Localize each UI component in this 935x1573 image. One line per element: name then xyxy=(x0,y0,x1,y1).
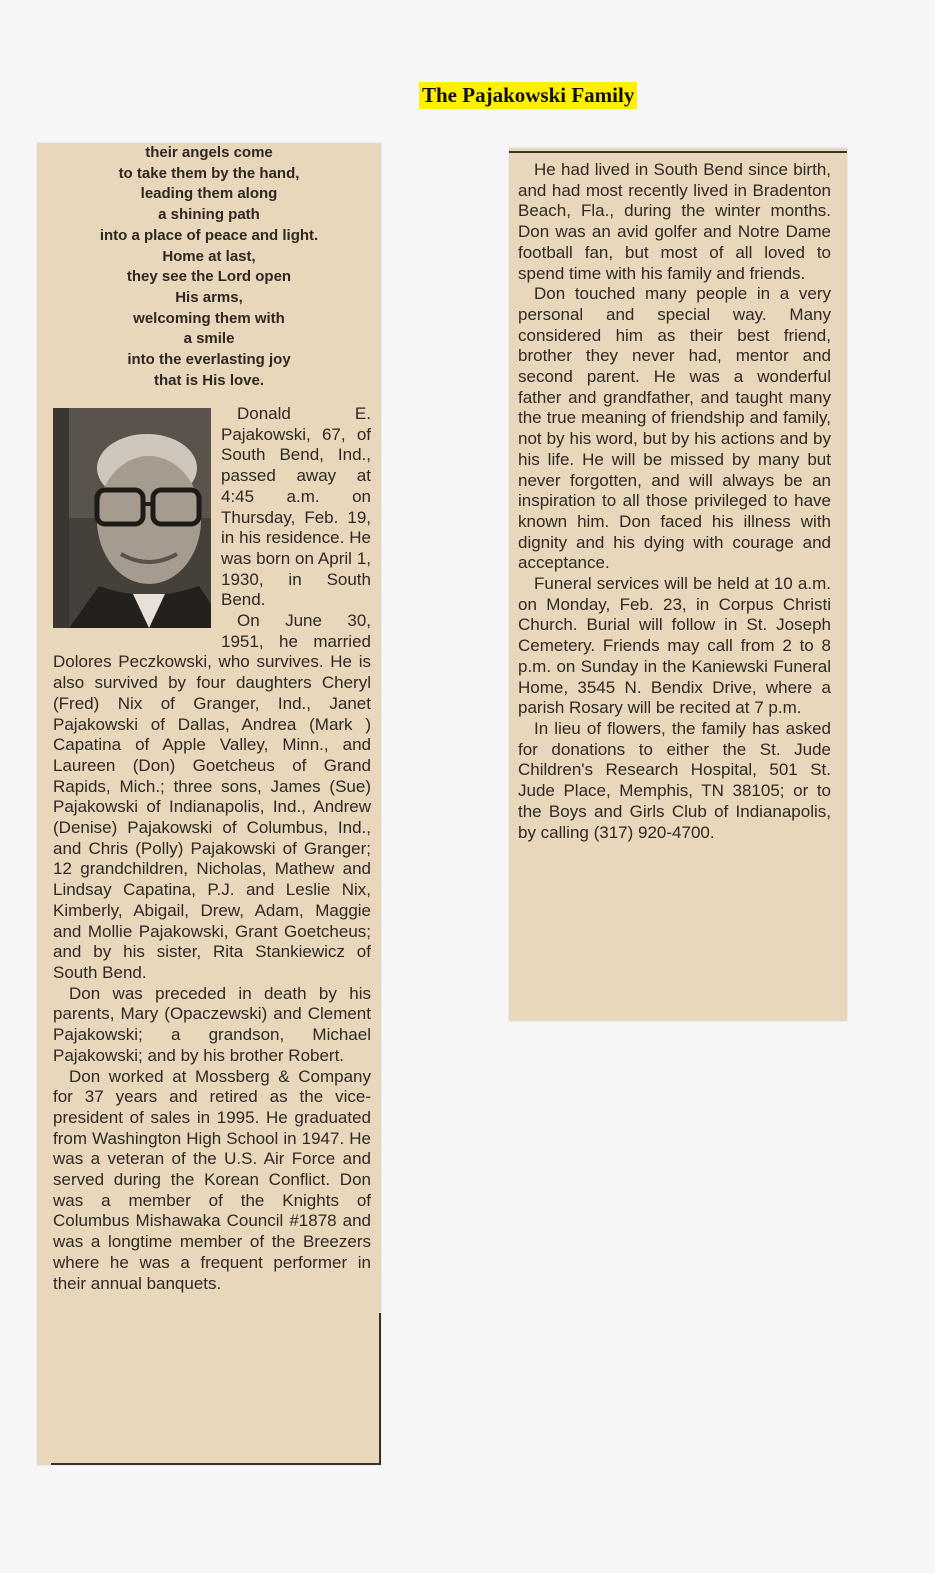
obituary-clipping-right xyxy=(509,148,847,1021)
paragraph-tribute: Don touched many people in a very personal and special way. Many considered him as their best friend, brother they never had, mentor and second parent. He was a wonderful father and grandfather, and taught many the true meaning of friendship and family, not by his word, but by his actions and by his life. He will be missed by many but never forgotten, and will always be an inspiration to all those privileged to have known him. Don faced his illness with dignity and his dying with courage and acceptance. xyxy=(518,284,831,573)
paragraph-preceded: Don was preceded in death by his parents, Mary (Opaczewski) and Clement Pajakowski; a grandson, Michael Pajakowski; and by his brother Robert. xyxy=(53,983,371,1065)
paragraph-residence: He had lived in South Bend since birth, and had most recently lived in Bradenton Beach, Fla., during the winter months. Don was an avid golfer and Notre Dame football fan, but most of all loved to spend time with his family and friends. xyxy=(518,160,831,283)
page-title: The Pajakowski Family xyxy=(419,82,637,109)
poem-line: a shining path xyxy=(158,206,260,224)
poem-line: welcoming them with xyxy=(133,309,285,327)
obituary-text-left xyxy=(53,404,371,1294)
clipping-bottom-rule xyxy=(51,1463,381,1465)
paragraph-funeral: Funeral services will be held at 10 a.m. on Monday, Feb. 23, in Corpus Christi Church. Burial will follow in St. Joseph Cemetery. Friends may call from 2 to 8 p.m. on Sunday in the Kaniewski Funeral Home, 3545 N. Bendix Drive, where a parish Rosary will be recited at 7 p.m. xyxy=(518,574,831,718)
poem xyxy=(37,143,381,391)
paragraph-survivors: On June 30, 1951, he married Dolores Peczkowski, who survives. He is also survived by four daughters Cheryl (Fred) Nix of Granger, Ind., Janet Pajakowski of Dallas, Andrea (Mark ) Capatina of Apple Valley, Minn., and Laureen (Don) Goetcheus of Grand Rapids, Mich.; three sons, James (Sue) Pajakowski of Indianapolis, Ind., Andrew (Denise) Pajakowski of Columbus, Ind., and Chris (Polly) Pajakowski of Granger; 12 grandchildren, Nicholas, Mathew and Lindsay Capatina, P.J. and Leslie Nix, Kimberly, Abigail, Drew, Adam, Maggie and Mollie Pajakowski, Grant Goetcheus; and by his sister, Rita Stankiewicz of South Bend. xyxy=(53,611,371,982)
obituary-text-right xyxy=(518,160,831,843)
poem-line: they see the Lord open xyxy=(126,268,292,286)
portrait-photo xyxy=(53,408,211,628)
poem-line: leading them along xyxy=(140,185,278,203)
poem-line: a smile xyxy=(183,330,235,348)
poem-line: into the everlasting joy xyxy=(127,351,291,369)
poem-line: into a place of peace and light. xyxy=(99,226,319,244)
poem-line: their angels come xyxy=(145,144,273,161)
paragraph-career: Don worked at Mossberg & Company for 37 years and retired as the vice-president of sales in 1995. He graduated from Washington High School in 1947. He was a veteran of the U.S. Air Force and served during the Korean Conflict. Don was a member of the Knights of Columbus Mishawaka Council #1878 and was a longtime member of the Breezers where he was a frequent performer in their annual banquets. xyxy=(53,1066,371,1293)
poem-line: to take them by the hand, xyxy=(118,164,300,182)
obituary-clipping-left xyxy=(37,143,381,1465)
poem-line: Home at last, xyxy=(162,247,256,265)
clipping-top-rule xyxy=(509,151,847,153)
paragraph-intro: Donald E. Pajakowski, 67, of South Bend, Ind., passed away at 4:45 a.m. on Thursday, Feb. 19, in his residence. He was born on April 1, 1930, in South Bend. xyxy=(53,404,371,611)
poem-line: that is His love. xyxy=(153,371,265,389)
paragraph-donations: In lieu of flowers, the family has asked for donations to either the St. Jude Children's Research Hospital, 501 St. Jude Place, Memphis, TN 38105; or to the Boys and Girls Club of Indianapolis, by calling (317) 920-4700. xyxy=(518,718,831,842)
clipping-edge-rule xyxy=(379,1313,381,1465)
poem-line: His arms, xyxy=(175,288,243,306)
